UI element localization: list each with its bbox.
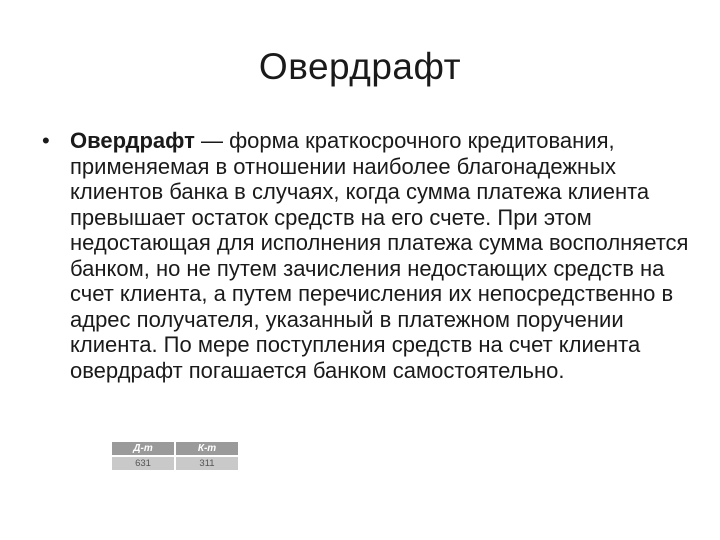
definition-term: Овердрафт [70, 128, 195, 153]
accounting-entry-table [112, 442, 238, 472]
debit-header: Д-т [112, 442, 175, 456]
slide-title: Овердрафт [258, 46, 462, 87]
definition-body: — форма краткосрочного кредитования, применяемая в отношении наиболее благонадежных клиентов банка в случаях, когда сумма платежа клиента превышает остаток средств на его счете. При этом недостающая для исполнения платежа сумма восполняется банком, но не путем зачисления недостающих средств на счет клиента, а путем перечисления их непосредственно в адрес получателя, указанный в платежном поручении клиента. По мере поступления средств на счет клиента овердрафт погашается банком самостоятельно. [70, 128, 689, 383]
table-row [112, 456, 238, 471]
table-header-row [112, 442, 238, 456]
definition-text [70, 128, 690, 383]
credit-account-cell: 311 [175, 456, 238, 471]
definition-bullet [40, 128, 690, 383]
credit-header: К-т [175, 442, 238, 456]
debit-account-cell: 631 [112, 456, 175, 471]
bullet-dot-icon: • [42, 128, 50, 153]
